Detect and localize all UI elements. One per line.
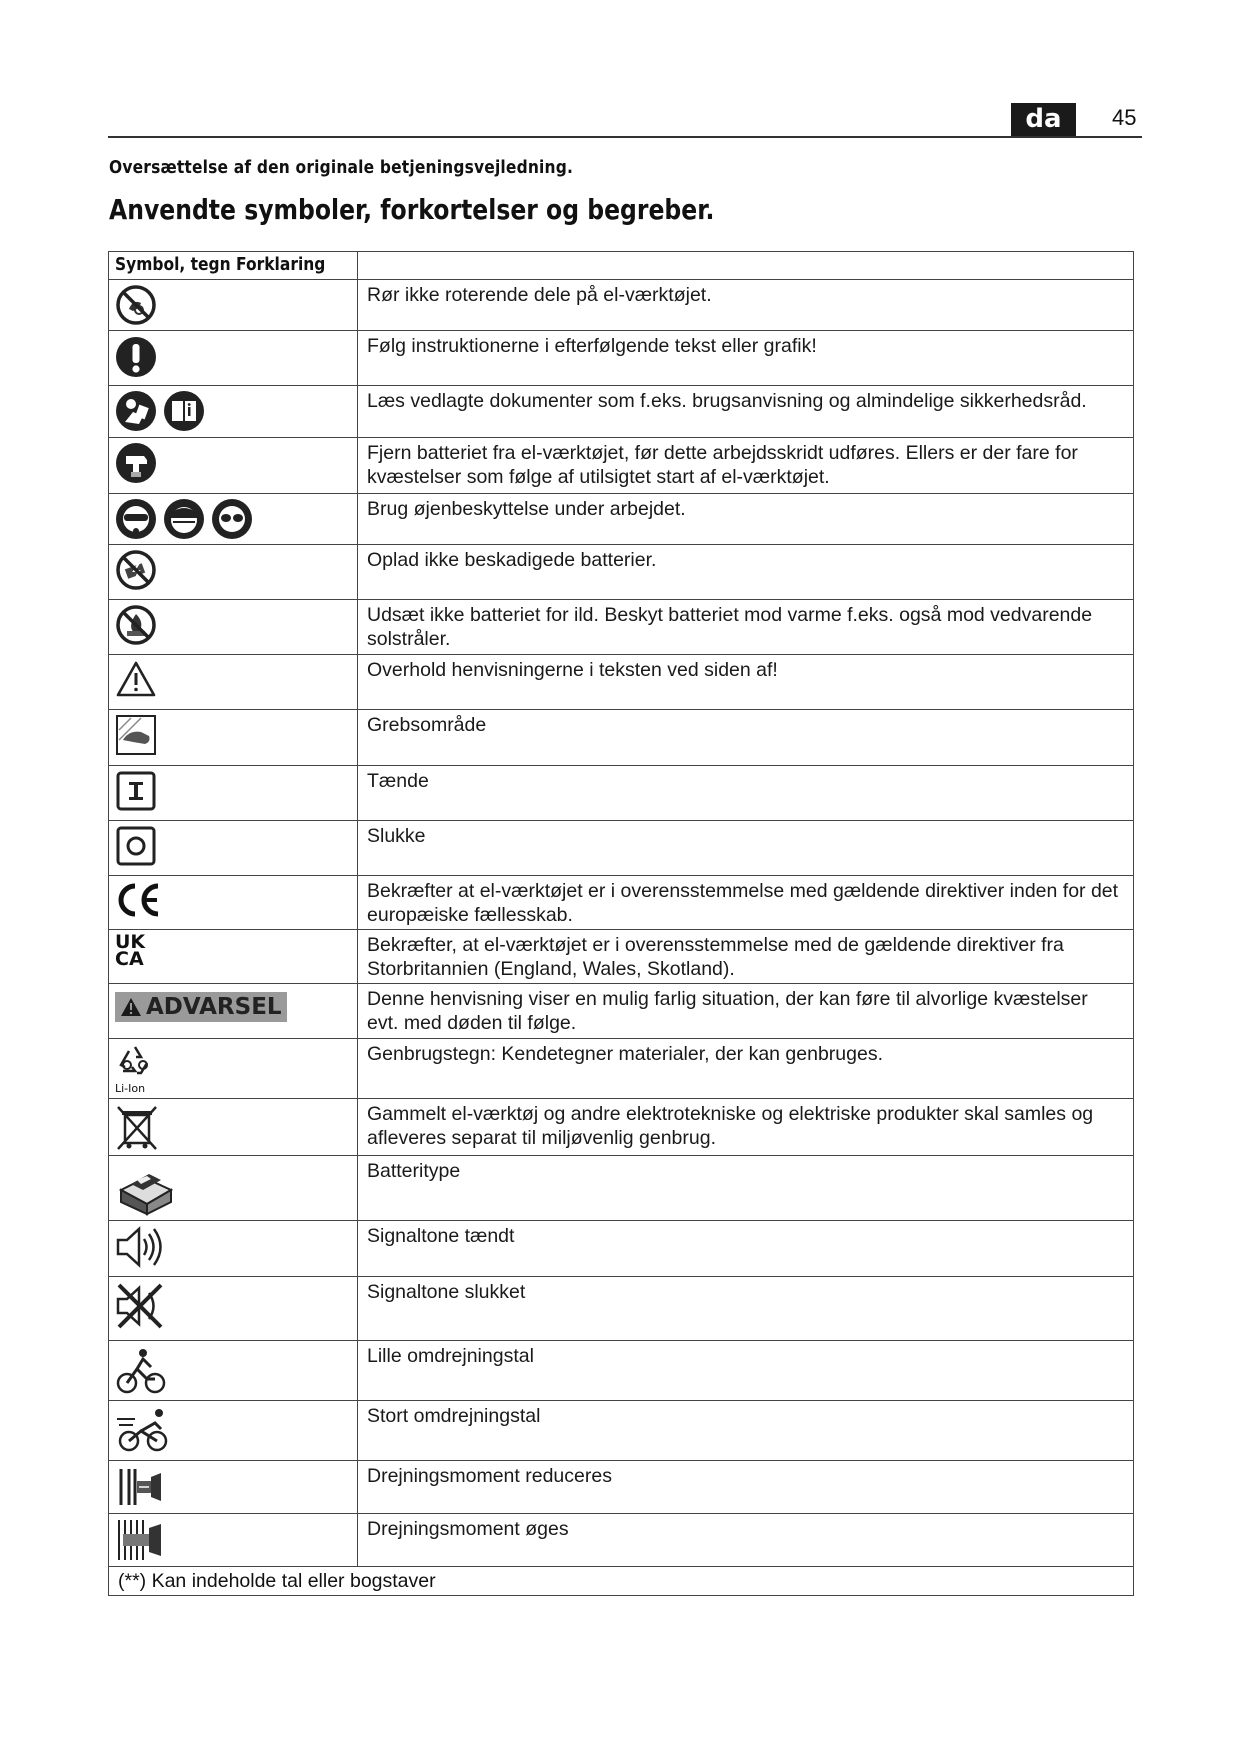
li-ion-text: Li-Ion <box>115 1082 146 1095</box>
no-touch-rotating-icon <box>115 284 157 326</box>
row-text: Læs vedlagte dokumenter som f.eks. brugsanvisning og almindelige sikkerhedsråd. <box>358 386 1134 438</box>
row-text: Drejningsmoment reduceres <box>358 1461 1134 1514</box>
table-footnote-row <box>109 1567 1134 1596</box>
row-text: Denne henvisning viser en mulig farlig situation, der kan føre til alvorlige kvæstelser evt. med døden til følge. <box>358 984 1134 1039</box>
row-text: Tænde <box>358 766 1134 821</box>
table-row <box>109 876 1134 930</box>
row-text: Fjern batteriet fra el-værktøjet, før dette arbejdsskridt udføres. Ellers er der fare for kvæstelser som følge af utilsigtet start af el-værktøjet. <box>358 438 1134 494</box>
table-row <box>109 1461 1134 1514</box>
ca-text: CA <box>115 948 144 970</box>
info-book-icon <box>163 390 205 432</box>
goggles-icon <box>211 498 253 540</box>
weee-bin-icon <box>115 1103 159 1151</box>
battery-pack-icon <box>115 1160 175 1216</box>
table-row <box>109 280 1134 331</box>
table-row <box>109 984 1134 1039</box>
row-text: Bekræfter at el-værktøjet er i overensstemmelse med gældende direktiver inden for det europæiske fællesskab. <box>358 876 1134 930</box>
table-row <box>109 1099 1134 1156</box>
table-header-label: Symbol, tegn Forklaring <box>115 254 326 275</box>
footnote: (**) Kan indeholde tal eller bogstaver <box>109 1567 1134 1596</box>
row-text: Overhold henvisningerne i teksten ved siden af! <box>358 655 1134 710</box>
warning-triangle-icon <box>120 997 142 1017</box>
row-text: Rør ikke roterende dele på el-værktøjet. <box>358 280 1134 331</box>
bicycle-slow-icon <box>115 1345 167 1395</box>
row-text: Genbrugstegn: Kendetegner materialer, der kan genbruges. <box>358 1039 1134 1099</box>
table-row <box>109 1514 1134 1567</box>
table-row <box>109 1221 1134 1277</box>
table-row <box>109 600 1134 655</box>
table-row <box>109 1401 1134 1461</box>
table-row <box>109 1277 1134 1341</box>
advarsel-label <box>115 992 287 1022</box>
row-text: Oplad ikke beskadigede batterier. <box>358 545 1134 600</box>
power-on-icon <box>115 770 157 812</box>
table-row <box>109 545 1134 600</box>
table-row <box>109 494 1134 545</box>
row-text: Signaltone tændt <box>358 1221 1134 1277</box>
row-text: Batteritype <box>358 1156 1134 1221</box>
table-row <box>109 655 1134 710</box>
row-text: Slukke <box>358 821 1134 876</box>
symbols-table <box>108 251 1134 1596</box>
table-row <box>109 930 1134 984</box>
speaker-off-icon <box>115 1281 165 1331</box>
power-off-icon <box>115 825 157 867</box>
torque-reduce-icon <box>115 1465 167 1509</box>
table-row <box>109 331 1134 386</box>
row-text: Drejningsmoment øges <box>358 1514 1134 1567</box>
ce-mark-icon <box>115 880 163 920</box>
table-row <box>109 766 1134 821</box>
document-subtitle: Oversættelse af den originale betjeningsvejledning. <box>109 157 573 178</box>
recycle-li-ion-icon <box>115 1043 161 1094</box>
row-text: Lille omdrejningstal <box>358 1341 1134 1401</box>
table-row <box>109 710 1134 766</box>
row-text: Brug øjenbeskyttelse under arbejdet. <box>358 494 1134 545</box>
advarsel-text: ADVARSEL <box>146 994 282 1020</box>
row-text: Stort omdrejningstal <box>358 1401 1134 1461</box>
table-header-row <box>109 252 1134 280</box>
table-row <box>109 821 1134 876</box>
row-text: Udsæt ikke batteriet for ild. Beskyt batteriet mod varme f.eks. også mod vedvarende solstråler. <box>358 600 1134 655</box>
read-manual-icon <box>115 390 157 432</box>
row-text: Gammelt el-værktøj og andre elektrotekniske og elektriske produkter skal samles og afleveres separat til miljøvenlig genbrug. <box>358 1099 1134 1156</box>
remove-battery-icon <box>115 442 157 484</box>
table-row <box>109 386 1134 438</box>
recycle-icon <box>115 1043 155 1079</box>
table-row <box>109 438 1134 494</box>
table-row <box>109 1341 1134 1401</box>
bicycle-fast-icon <box>115 1405 171 1455</box>
table-row <box>109 1156 1134 1221</box>
warning-triangle-icon <box>115 659 157 699</box>
table-row <box>109 1039 1134 1099</box>
no-charge-damaged-icon <box>115 549 157 591</box>
torque-increase-icon <box>115 1518 167 1562</box>
language-badge: da <box>1011 103 1076 136</box>
row-text: Signaltone slukket <box>358 1277 1134 1341</box>
safety-glasses-icon <box>115 498 157 540</box>
face-shield-icon <box>163 498 205 540</box>
row-text: Følg instruktionerne i efterfølgende tekst eller grafik! <box>358 331 1134 386</box>
exclamation-icon <box>115 335 157 379</box>
page-title: Anvendte symboler, forkortelser og begreber. <box>109 193 715 226</box>
speaker-on-icon <box>115 1225 165 1269</box>
uk-text: UK <box>115 931 146 953</box>
ukca-mark-icon <box>115 931 351 970</box>
page-number: 45 <box>1112 105 1137 130</box>
row-text: Grebsområde <box>358 710 1134 766</box>
grip-area-icon <box>115 714 157 756</box>
header-rule <box>108 136 1142 138</box>
row-text: Bekræfter, at el-værktøjet er i overensstemmelse med de gældende direktiver fra Storbritannien (England, Wales, Skotland). <box>358 930 1134 984</box>
no-fire-icon <box>115 604 157 646</box>
